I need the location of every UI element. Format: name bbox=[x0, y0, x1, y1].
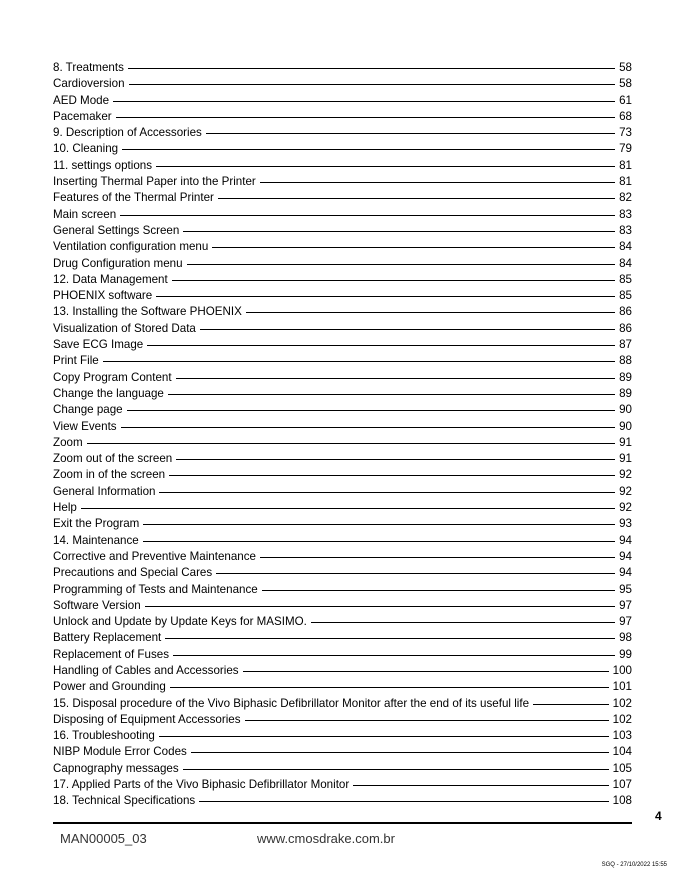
toc-entry-title: 10. Cleaning bbox=[53, 142, 119, 156]
toc-entry[interactable] bbox=[53, 533, 632, 549]
toc-entry[interactable] bbox=[53, 158, 632, 174]
toc-entry[interactable] bbox=[53, 207, 632, 223]
toc-entry-title: 15. Disposal procedure of the Vivo Biphasic Defibrillator Monitor after the end of its useful life bbox=[53, 696, 530, 710]
toc-entry[interactable] bbox=[53, 60, 632, 76]
toc-entry[interactable] bbox=[53, 500, 632, 516]
toc-entry-page: 81 bbox=[619, 175, 632, 189]
toc-leader-line bbox=[311, 621, 615, 623]
toc-leader-line bbox=[533, 703, 609, 705]
toc-entry[interactable] bbox=[53, 516, 632, 532]
toc-entry-page: 88 bbox=[619, 354, 632, 368]
toc-entry-title: View Events bbox=[53, 419, 117, 433]
toc-entry[interactable] bbox=[53, 256, 632, 272]
toc-leader-line bbox=[176, 377, 616, 379]
toc-entry-title: Ventilation configuration menu bbox=[53, 240, 209, 254]
toc-entry-page: 108 bbox=[612, 794, 632, 808]
toc-entry[interactable] bbox=[53, 288, 632, 304]
toc-leader-line bbox=[260, 556, 615, 558]
toc-entry[interactable] bbox=[53, 712, 632, 728]
toc-entry-page: 94 bbox=[619, 549, 632, 563]
toc-leader-line bbox=[145, 605, 615, 607]
toc-entry[interactable] bbox=[53, 630, 632, 646]
toc-entry-page: 94 bbox=[619, 566, 632, 580]
toc-entry-page: 107 bbox=[612, 778, 632, 792]
toc-leader-line bbox=[87, 442, 615, 444]
toc-entry-page: 91 bbox=[619, 435, 632, 449]
toc-entry-title: Main screen bbox=[53, 207, 117, 221]
toc-entry-title: Change the language bbox=[53, 386, 164, 400]
toc-leader-line bbox=[127, 409, 615, 411]
toc-entry-page: 92 bbox=[619, 468, 632, 482]
page-number: 4 bbox=[655, 809, 662, 823]
toc-entry[interactable] bbox=[53, 321, 632, 337]
toc-entry-title: AED Mode bbox=[53, 93, 110, 107]
toc-leader-line bbox=[187, 263, 616, 265]
toc-entry-title: 18. Technical Specifications bbox=[53, 794, 196, 808]
toc-entry[interactable] bbox=[53, 402, 632, 418]
toc-leader-line bbox=[156, 165, 615, 167]
toc-entry-title: Copy Program Content bbox=[53, 370, 172, 384]
toc-entry-page: 58 bbox=[619, 61, 632, 74]
toc-entry-page: 82 bbox=[619, 191, 632, 205]
toc-entry-page: 105 bbox=[612, 761, 632, 775]
toc-leader-line bbox=[206, 132, 615, 134]
toc-leader-line bbox=[122, 148, 615, 150]
toc-leader-line bbox=[199, 800, 608, 802]
toc-entry-title: Zoom out of the screen bbox=[53, 452, 173, 466]
toc-leader-line bbox=[128, 67, 615, 69]
toc-entry-title: Pacemaker bbox=[53, 109, 112, 123]
website-url: www.cmosdrake.com.br bbox=[257, 831, 395, 846]
toc-entry[interactable] bbox=[53, 304, 632, 320]
toc-entry-page: 94 bbox=[619, 533, 632, 547]
toc-entry-page: 86 bbox=[619, 321, 632, 335]
toc-entry[interactable] bbox=[53, 419, 632, 435]
toc-entry-page: 73 bbox=[619, 126, 632, 140]
toc-entry-title: 16. Troubleshooting bbox=[53, 729, 155, 743]
toc-entry[interactable] bbox=[53, 353, 632, 369]
toc-entry[interactable] bbox=[53, 565, 632, 581]
toc-entry-page: 93 bbox=[619, 517, 632, 531]
toc-entry-page: 58 bbox=[619, 77, 632, 91]
document-code: MAN00005_03 bbox=[60, 831, 147, 846]
toc-entry-page: 84 bbox=[619, 240, 632, 254]
toc-entry[interactable] bbox=[53, 696, 632, 712]
toc-leader-line bbox=[121, 426, 616, 428]
toc-entry-title: Change page bbox=[53, 403, 123, 417]
toc-entry-title: Handling of Cables and Accessories bbox=[53, 663, 239, 677]
toc-entry-title: Visualization of Stored Data bbox=[53, 321, 196, 335]
toc-leader-line bbox=[103, 360, 615, 362]
toc-entry-title: 13. Installing the Software PHOENIX bbox=[53, 305, 242, 319]
toc-entry[interactable] bbox=[53, 728, 632, 744]
toc-entry[interactable] bbox=[53, 744, 632, 760]
footer-rule bbox=[53, 822, 632, 824]
toc-leader-line bbox=[243, 670, 609, 672]
toc-leader-line bbox=[120, 214, 615, 216]
toc-leader-line bbox=[183, 768, 609, 770]
toc-entry-page: 85 bbox=[619, 272, 632, 286]
toc-entry-page: 102 bbox=[612, 696, 632, 710]
toc-entry[interactable] bbox=[53, 679, 632, 695]
toc-entry-page: 87 bbox=[619, 338, 632, 352]
toc-entry-page: 85 bbox=[619, 289, 632, 303]
toc-entry[interactable] bbox=[53, 223, 632, 239]
toc-entry-page: 83 bbox=[619, 223, 632, 237]
toc-entry-title: Corrective and Preventive Maintenance bbox=[53, 549, 256, 563]
toc-leader-line bbox=[143, 540, 615, 542]
toc-entry[interactable] bbox=[53, 647, 632, 663]
toc-leader-line bbox=[200, 328, 615, 330]
toc-entry-page: 61 bbox=[619, 93, 632, 107]
toc-entry-title: 14. Maintenance bbox=[53, 533, 139, 547]
toc-leader-line bbox=[159, 735, 609, 737]
toc-entry-page: 89 bbox=[619, 386, 632, 400]
toc-entry-title: Zoom in of the screen bbox=[53, 468, 166, 482]
toc-entry-title: Cardioversion bbox=[53, 77, 125, 91]
toc-entry[interactable] bbox=[53, 370, 632, 386]
toc-leader-line bbox=[159, 491, 615, 493]
toc-entry-title: Precautions and Special Cares bbox=[53, 566, 213, 580]
toc-leader-line bbox=[246, 311, 615, 313]
toc-entry-page: 99 bbox=[619, 647, 632, 661]
toc-entry-page: 92 bbox=[619, 501, 632, 515]
toc-leader-line bbox=[218, 197, 615, 199]
toc-leader-line bbox=[129, 83, 616, 85]
toc-entry-page: 68 bbox=[619, 109, 632, 123]
toc-entry[interactable] bbox=[53, 467, 632, 483]
toc-entry-page: 98 bbox=[619, 631, 632, 645]
toc-entry[interactable] bbox=[53, 190, 632, 206]
toc-entry-page: 101 bbox=[612, 680, 632, 694]
toc-entry-title: Help bbox=[53, 501, 77, 515]
toc-entry-page: 81 bbox=[619, 158, 632, 172]
toc-entry-page: 90 bbox=[619, 403, 632, 417]
toc-entry-page: 91 bbox=[619, 452, 632, 466]
toc-entry-page: 102 bbox=[612, 712, 632, 726]
toc-entry-page: 95 bbox=[619, 582, 632, 596]
toc-leader-line bbox=[113, 100, 615, 102]
toc-entry[interactable] bbox=[53, 614, 632, 630]
toc-entry-title: General Settings Screen bbox=[53, 223, 180, 237]
toc-entry-page: 84 bbox=[619, 256, 632, 270]
toc-leader-line bbox=[212, 246, 615, 248]
toc-entry-page: 104 bbox=[612, 745, 632, 759]
toc-entry-title: Features of the Thermal Printer bbox=[53, 191, 214, 205]
toc-entry-title: Power and Grounding bbox=[53, 680, 166, 694]
toc-leader-line bbox=[216, 572, 615, 574]
toc-entry[interactable] bbox=[53, 549, 632, 565]
toc-leader-line bbox=[116, 116, 615, 118]
toc-entry-title: NIBP Module Error Codes bbox=[53, 745, 187, 759]
toc-entry-page: 97 bbox=[619, 598, 632, 612]
toc-leader-line bbox=[165, 637, 615, 639]
toc-entry-title: Replacement of Fuses bbox=[53, 647, 169, 661]
toc-leader-line bbox=[176, 458, 615, 460]
toc-entry[interactable] bbox=[53, 598, 632, 614]
toc-entry-title: Unlock and Update by Update Keys for MASIMO. bbox=[53, 615, 307, 629]
toc-entry[interactable] bbox=[53, 435, 632, 451]
toc-entry-page: 86 bbox=[619, 305, 632, 319]
toc-leader-line bbox=[353, 784, 608, 786]
toc-entry-page: 97 bbox=[619, 615, 632, 629]
toc-entry-title: 11. settings options bbox=[53, 158, 153, 172]
toc-leader-line bbox=[245, 719, 609, 721]
toc-entry-title: 17. Applied Parts of the Vivo Biphasic Defibrillator Monitor bbox=[53, 778, 350, 792]
toc-leader-line bbox=[191, 751, 609, 753]
toc-entry[interactable] bbox=[53, 777, 632, 793]
toc-entry-title: 12. Data Management bbox=[53, 272, 168, 286]
toc-entry-title: 9. Description of Accessories bbox=[53, 126, 202, 140]
toc-entry-title: Print File bbox=[53, 354, 99, 368]
table-of-contents bbox=[53, 60, 632, 810]
toc-entry-title: Inserting Thermal Paper into the Printer bbox=[53, 175, 256, 189]
toc-entry[interactable] bbox=[53, 272, 632, 288]
toc-entry[interactable] bbox=[53, 484, 632, 500]
toc-entry-page: 83 bbox=[619, 207, 632, 221]
toc-entry[interactable] bbox=[53, 451, 632, 467]
toc-entry[interactable] bbox=[53, 141, 632, 157]
toc-entry[interactable] bbox=[53, 582, 632, 598]
toc-entry[interactable] bbox=[53, 93, 632, 109]
toc-entry[interactable] bbox=[53, 174, 632, 190]
toc-entry-page: 103 bbox=[612, 729, 632, 743]
quality-stamp: SGQ - 27/10/2022 15:55 bbox=[601, 862, 667, 868]
toc-entry-title: Save ECG Image bbox=[53, 338, 144, 352]
toc-entry-title: General Information bbox=[53, 484, 156, 498]
toc-entry-page: 79 bbox=[619, 142, 632, 156]
toc-leader-line bbox=[262, 589, 615, 591]
toc-entry-title: Exit the Program bbox=[53, 517, 140, 531]
toc-entry[interactable] bbox=[53, 109, 632, 125]
toc-entry[interactable] bbox=[53, 793, 632, 809]
toc-leader-line bbox=[143, 523, 615, 525]
toc-leader-line bbox=[170, 686, 609, 688]
toc-leader-line bbox=[81, 507, 615, 509]
toc-entry[interactable] bbox=[53, 239, 632, 255]
toc-entry-title: Zoom bbox=[53, 435, 83, 449]
toc-leader-line bbox=[260, 181, 615, 183]
toc-entry[interactable] bbox=[53, 76, 632, 92]
toc-leader-line bbox=[147, 344, 615, 346]
toc-entry[interactable] bbox=[53, 386, 632, 402]
toc-entry-page: 89 bbox=[619, 370, 632, 384]
toc-entry[interactable] bbox=[53, 337, 632, 353]
toc-leader-line bbox=[183, 230, 615, 232]
toc-entry-page: 92 bbox=[619, 484, 632, 498]
toc-entry-title: Programming of Tests and Maintenance bbox=[53, 582, 258, 596]
toc-entry-title: 8. Treatments bbox=[53, 61, 124, 74]
toc-entry-page: 100 bbox=[612, 663, 632, 677]
toc-leader-line bbox=[173, 654, 615, 656]
toc-leader-line bbox=[168, 393, 615, 395]
toc-entry-title: Disposing of Equipment Accessories bbox=[53, 712, 241, 726]
toc-entry-title: PHOENIX software bbox=[53, 289, 153, 303]
toc-entry[interactable] bbox=[53, 663, 632, 679]
toc-entry-page: 90 bbox=[619, 419, 632, 433]
toc-entry-title: Capnography messages bbox=[53, 761, 179, 775]
toc-leader-line bbox=[172, 279, 615, 281]
toc-entry-title: Battery Replacement bbox=[53, 631, 162, 645]
toc-entry[interactable] bbox=[53, 761, 632, 777]
toc-leader-line bbox=[156, 295, 615, 297]
toc-entry-title: Drug Configuration menu bbox=[53, 256, 183, 270]
toc-entry[interactable] bbox=[53, 125, 632, 141]
toc-leader-line bbox=[169, 474, 615, 476]
toc-entry-title: Software Version bbox=[53, 598, 141, 612]
